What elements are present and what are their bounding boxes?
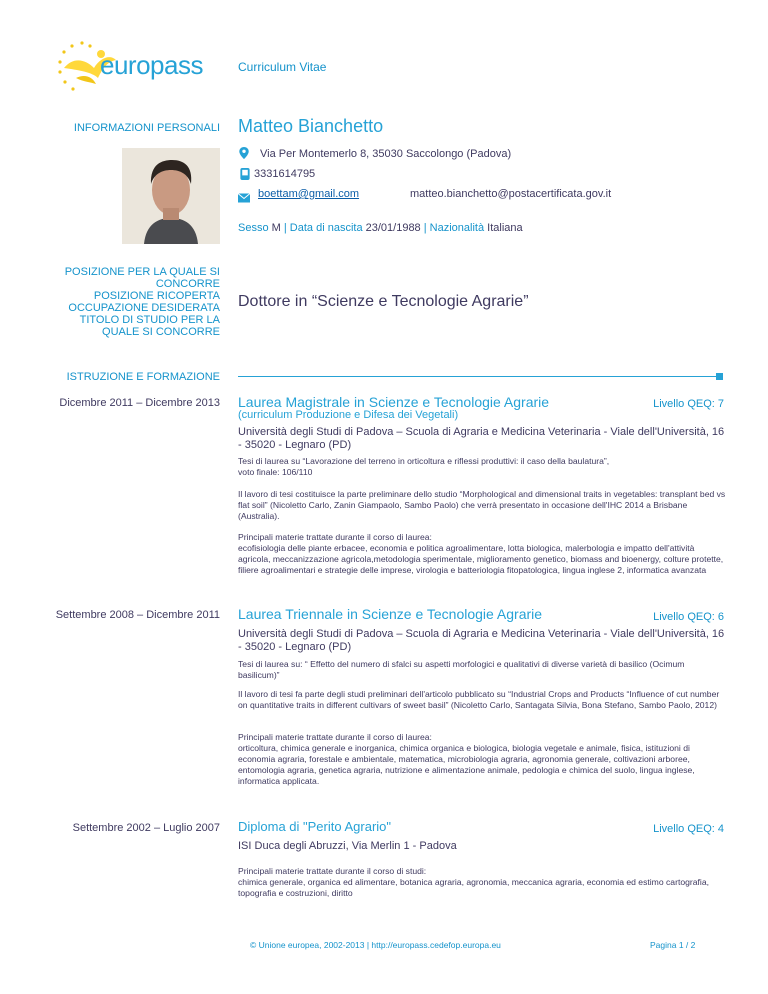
email-icon: [238, 192, 250, 204]
entry-level: Livello QEQ: 7: [653, 398, 724, 410]
section-position-label: [30, 266, 220, 338]
phone-text: 3331614795: [254, 168, 316, 180]
entry-thesis: Tesi di laurea su: “ Effetto del numero di sfalci su aspetti morfologici e qualitativi di diverse varietà di basilico (Ocimum basilicum)”: [238, 659, 685, 680]
entry-institution: Università degli Studi di Padova – Scuola di Agraria e Medicina Veterinaria - Viale dell'Università, 16 - 35020 - Legnaro (PD): [238, 426, 725, 451]
phone-icon: [240, 168, 250, 180]
separator: |: [283, 222, 287, 234]
entry-title: Laurea Magistrale in Scienze e Tecnologie Agrarie: [238, 394, 550, 410]
location-pin-icon: [238, 147, 250, 159]
address-text: Via Per Montemerlo 8, 35030 Saccolongo (Padova): [260, 148, 512, 160]
position-label-line: POSIZIONE PER LA QUALE SI: [64, 266, 220, 278]
section-divider: [238, 376, 718, 377]
subjects-text: chimica generale, organica ed alimentare, botanica agraria, agronomia, meccanica agraria, economia ed estimo cartografia, topografia e costruzioni, diritto: [238, 877, 709, 898]
thesis-text: Tesi di laurea su “Lavorazione del terreno in orticoltura e riflessi produttivi: il caso della baulatura”,: [238, 456, 610, 466]
avatar: [122, 148, 220, 244]
birth-value: 23/01/1988: [365, 222, 421, 234]
entry-institution: ISI Duca degli Abruzzi, Via Merlin 1 - Padova: [238, 840, 457, 852]
entry-dates: Settembre 2002 – Luglio 2007: [72, 822, 220, 834]
sex-value: M: [271, 222, 281, 234]
entry-dates: Settembre 2008 – Dicembre 2011: [55, 609, 220, 621]
subjects-label: Principali materie trattate durante il corso di studi:: [238, 866, 427, 876]
logo-text: europass: [100, 50, 203, 80]
entry-level: Livello QEQ: 6: [653, 611, 724, 623]
position-label-line: CONCORRE: [155, 278, 220, 290]
europass-logo: [52, 38, 222, 98]
portrait-photo: [122, 148, 220, 244]
entry-subjects: [238, 866, 728, 899]
entry-dates: Dicembre 2011 – Dicembre 2013: [59, 397, 220, 409]
sex-label: Sesso: [238, 222, 269, 234]
doc-label: Curriculum Vitae: [238, 60, 327, 74]
email-link[interactable]: boettam@gmail.com: [258, 188, 360, 200]
person-name: Matteo Bianchetto: [238, 116, 384, 136]
subjects-text: orticoltura, chimica generale e inorganica, chimica organica e biologica, biologia vegetale e animale, fisica, istituzioni di economia agraria, forestale e ambientale, matematica, microbiologia agraria, agronomia generale, coltivazioni arboree, entomologia agraria, genetica agraria, nutrizione e alimentazione animale, pedologia e chimica del suolo, lingua inglese, informatica applicata.: [238, 743, 695, 786]
entry-subtitle: (curriculum Produzione e Difesa dei Vegetali): [238, 409, 459, 421]
entry-work: Il lavoro di tesi fa parte degli studi preliminari dell'articolo pubblicato su “Industrial Crops and Products “Influence of cut number on quantitative traits in different cultivars of sweet basil” (Nicoletto Carlo, Santagata Silvia, Bona Stefano, Sambo Paolo, 2012): [238, 689, 720, 710]
entry-work: Il lavoro di tesi costituisce la parte preliminare dello studio “Morphological and dimensional traits in vegetables: transplant bed vs flat soil” (Nicoletto Carlo, Zanin Giampaolo, Sambo Paolo) che verrà presentato in occasione dell'IHC 2014 a Brisbane (Australia).: [238, 489, 726, 521]
entry-thesis: [238, 456, 728, 478]
position-label-line: POSIZIONE RICOPERTA: [93, 290, 220, 302]
position-label-line: OCCUPAZIONE DESIDERATA: [68, 302, 220, 314]
nationality-label: Nazionalità: [429, 222, 485, 234]
entry-subjects: [238, 732, 728, 787]
position-label-line: TITOLO DI STUDIO PER LA: [79, 314, 220, 326]
entry-institution: Università degli Studi di Padova – Scuola di Agraria e Medicina Veterinaria - Viale dell'Università, 16 - 35020 - Legnaro (PD): [238, 628, 725, 653]
birth-label: Data di nascita: [289, 222, 363, 234]
entry-title: Diploma di "Perito Agrario": [238, 819, 392, 834]
footer-copyright: © Unione europea, 2002-2013 | http://europass.cedefop.europa.eu: [250, 940, 501, 950]
page-number: Pagina 1 / 2: [650, 940, 696, 950]
position-title: Dottore in “Scienze e Tecnologie Agrarie”: [238, 293, 529, 310]
subjects-label: Principali materie trattate durante il corso di laurea:: [238, 532, 432, 542]
subjects-label: Principali materie trattate durante il corso di laurea:: [238, 732, 432, 742]
entry-subjects: [238, 532, 728, 576]
pec-email-text: matteo.bianchetto@postacertificata.gov.it: [410, 188, 612, 200]
entry-level: Livello QEQ: 4: [653, 823, 724, 835]
section-marker-icon: [716, 373, 723, 380]
section-personal-label: INFORMAZIONI PERSONALI: [73, 122, 220, 134]
position-label-line: QUALE SI CONCORRE: [102, 326, 220, 338]
grade-text: voto finale: 106/110: [238, 467, 313, 477]
personal-details: [238, 222, 523, 234]
section-education-label: ISTRUZIONE E FORMAZIONE: [66, 371, 220, 383]
entry-title: Laurea Triennale in Scienze e Tecnologie Agrarie: [238, 606, 543, 622]
separator: |: [423, 222, 427, 234]
nationality-value: Italiana: [487, 222, 523, 234]
subjects-text: ecofisiologia delle piante erbacee, economia e politica agroalimentare, lotta biologica, malerbologia e impatto dell'attività agricola, meccanizzazione agricola,metodologia sperimentale, miglioramento genetico, biomass and bioenergy, colture protette, filiere agroalimentari e strategie delle imprese, virologia e batteriologia fitopatologica, lingua inglese 2, informatica avanzata: [238, 543, 724, 575]
